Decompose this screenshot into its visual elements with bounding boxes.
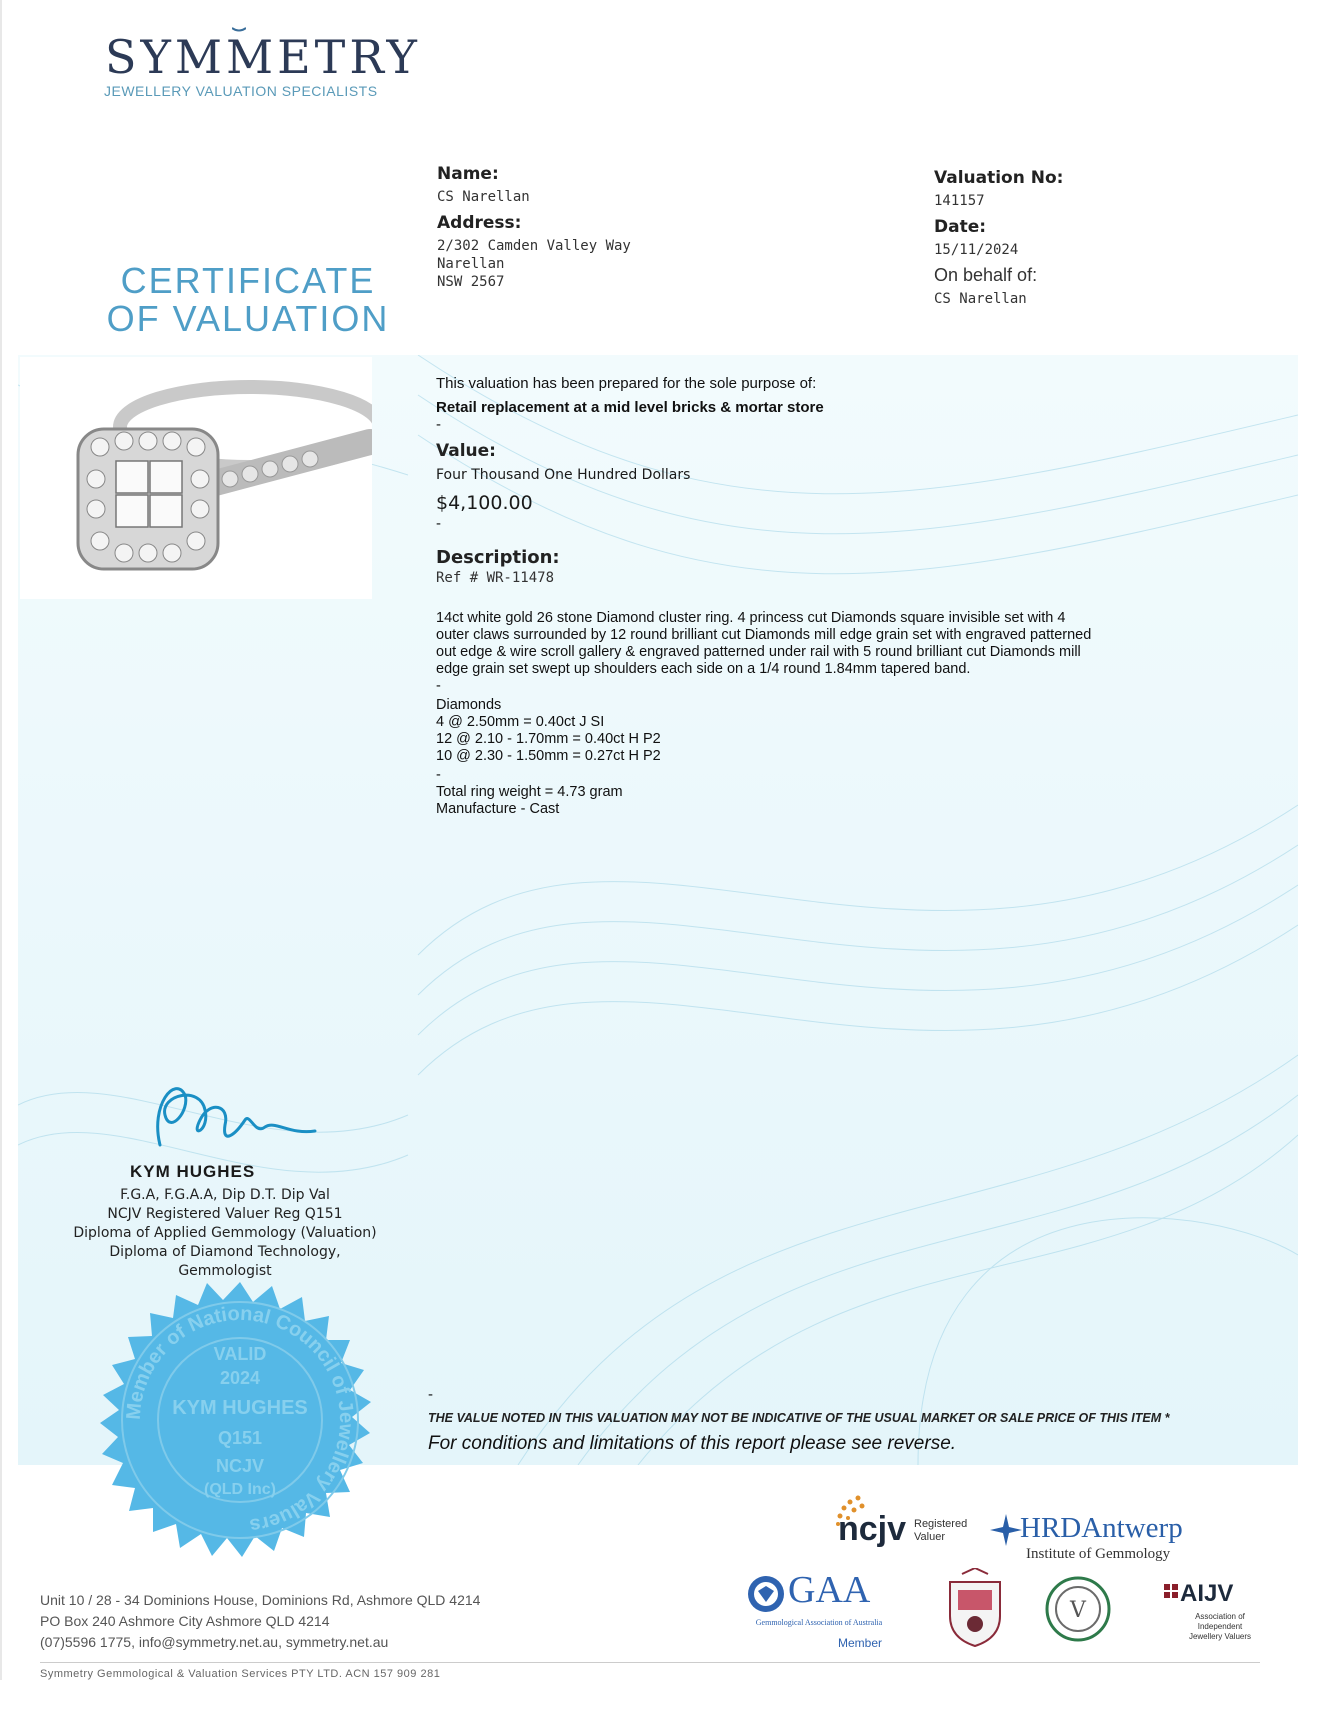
ncjv-logo [830, 1492, 970, 1552]
valuer-credential-5: Gemmologist [178, 1263, 272, 1279]
diamonds-label: Diamonds [436, 697, 502, 713]
certificate-title [88, 262, 408, 338]
seal-line6: (QLD Inc) [204, 1481, 276, 1498]
valuation-number: 141157 [934, 193, 985, 209]
footer-contact: (07)5596 1775, info@symmetry.net.au, symmetry.net.au [40, 1634, 389, 1650]
gaa-member: Member [838, 1636, 883, 1650]
diamond-line3: 10 @ 2.30 - 1.50mm = 0.27ct H P2 [436, 748, 661, 764]
seal-line3: KYM HUGHES [172, 1397, 308, 1419]
diamond-line2: 12 @ 2.10 - 1.70mm = 0.40ct H P2 [436, 731, 661, 747]
valuer-credential-1: F.G.A, F.G.A.A, Dip D.T. Dip Val [120, 1187, 330, 1203]
disclaimer-line2: For conditions and limitations of this report please see reverse. [428, 1433, 957, 1454]
description-label: Description: [436, 547, 560, 568]
description-paragraph [436, 610, 1091, 818]
seal-line5: NCJV [215, 1456, 265, 1476]
address-line2: Narellan [437, 256, 505, 272]
certificate-title-line2: OF VALUATION [106, 298, 390, 339]
aijv-logo [1160, 1580, 1270, 1650]
value-dash: - [436, 515, 441, 532]
valuer-name: KYM HUGHES [130, 1162, 256, 1181]
value-amount: $4,100.00 [436, 492, 533, 514]
seal-line2: 2024 [219, 1368, 261, 1388]
seal-ring-text: Member of National Council of Jewellery Valuers [122, 1302, 358, 1537]
gaa-subtitle: Gemmological Association of Australia [755, 1618, 883, 1627]
description-line3: out edge & wire scroll gallery & engraved patterned under rail with 5 round brilliant cut Diamonds mill [436, 644, 1081, 660]
on-behalf-label: On behalf of: [934, 265, 1038, 285]
purpose-text: Retail replacement at a mid level bricks & mortar store [436, 399, 824, 416]
value-words: Four Thousand One Hundred Dollars [436, 467, 691, 483]
purpose-dash: - [436, 416, 441, 433]
certificate-title-line1: CERTIFICATE [120, 260, 376, 301]
address-label: Address: [437, 213, 522, 233]
ncjv-registered: Registered [914, 1518, 968, 1530]
brand-tagline: JEWELLERY VALUATION SPECIALISTS [104, 83, 378, 99]
aijv-sub1: Association of [1195, 1612, 1245, 1621]
footer-address-1: Unit 10 / 28 - 34 Dominions House, Dominions Rd, Ashmore QLD 4214 [40, 1592, 481, 1608]
aijv-wordmark: AIJV [1180, 1580, 1234, 1607]
description-dash2: - [436, 767, 441, 783]
description-line1: 14ct white gold 26 stone Diamond cluster ring. 4 princess cut Diamonds square invisible set with 4 [436, 610, 1066, 626]
hrd-star-icon [990, 1514, 1022, 1546]
footer-divider [40, 1662, 1260, 1663]
address-line1: 2/302 Camden Valley Way [437, 238, 631, 254]
gaa-wordmark: GAA [788, 1569, 871, 1611]
valuers-badge [1045, 1576, 1111, 1642]
purpose-label: This valuation has been prepared for the sole purpose of: [436, 375, 817, 392]
address-line3: NSW 2567 [437, 274, 505, 290]
hrd-wordmark: HRDAntwerp [1020, 1512, 1183, 1544]
logo-accent-icon [232, 18, 246, 24]
v-badge-letter: V [1070, 1598, 1086, 1623]
ncjv-wordmark: ncjv [838, 1510, 907, 1548]
manufacture: Manufacture - Cast [436, 801, 560, 817]
footer-address-2: PO Box 240 Ashmore City Ashmore QLD 4214 [40, 1613, 330, 1629]
description-ref: Ref # WR-11478 [436, 570, 555, 586]
footer-company: Symmetry Gemmological & Valuation Services PTY LTD. ACN 157 909 281 [40, 1668, 441, 1680]
valuer-credential-2: NCJV Registered Valuer Reg Q151 [107, 1206, 343, 1222]
hrd-logo [990, 1512, 1200, 1572]
aijv-subtitle [1170, 1612, 1270, 1642]
page-edge-rule [0, 0, 2, 1680]
gaa-logo [742, 1568, 892, 1656]
name-label: Name: [437, 164, 499, 184]
aijv-sub2: Independent [1197, 1622, 1243, 1631]
value-label: Value: [436, 441, 496, 461]
description-line2: outer claws surrounded by 12 round brilliant cut Diamonds mill edge grain set with engraved patterned [436, 627, 1092, 643]
gemmological-association-crest [940, 1568, 1010, 1652]
brand-logo: SYMMETRY [105, 30, 421, 84]
valuation-number-label: Valuation No: [934, 168, 1064, 188]
aijv-sub3: Jewellery Valuers [1188, 1632, 1252, 1641]
description-line4: edge grain set swept up shoulders each side on a 1/4 round 1.84mm tapered band. [436, 661, 971, 677]
valuer-credential-4: Diploma of Diamond Technology, [109, 1244, 341, 1260]
seal-line4: Q151 [217, 1428, 263, 1448]
valuation-date: 15/11/2024 [934, 242, 1019, 258]
aijv-blocks-icon [1164, 1584, 1180, 1604]
on-behalf-name: CS Narellan [934, 291, 1027, 307]
client-name: CS Narellan [437, 189, 530, 205]
ncjv-seal [90, 1280, 390, 1580]
description-dash1: - [436, 678, 441, 694]
ncjv-valuer: Valuer [914, 1531, 945, 1543]
valuer-signature [130, 1065, 330, 1170]
hrd-subtitle: Institute of Gemmology [1026, 1546, 1171, 1562]
disclaimer-line1: THE VALUE NOTED IN THIS VALUATION MAY NOT BE INDICATIVE OF THE USUAL MARKET OR SALE PRICE OF THIS ITEM * [428, 1411, 1170, 1425]
ring-weight: Total ring weight = 4.73 gram [436, 784, 623, 800]
disclaimer-dash: - [428, 1386, 433, 1403]
gaa-emblem-icon [746, 1574, 786, 1614]
ring-photo [20, 357, 372, 599]
seal-line1: VALID [213, 1344, 267, 1364]
valuer-credential-3: Diploma of Applied Gemmology (Valuation) [73, 1225, 377, 1241]
diamond-line1: 4 @ 2.50mm = 0.40ct J SI [436, 714, 605, 730]
date-label: Date: [934, 217, 987, 237]
